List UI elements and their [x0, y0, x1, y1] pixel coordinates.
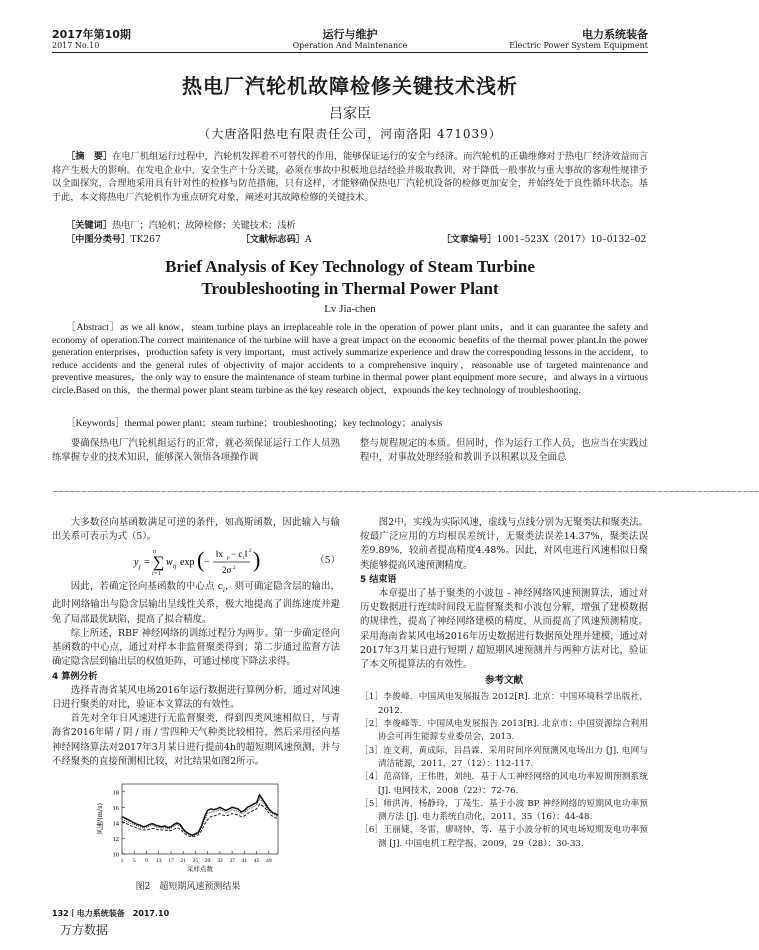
- keywords-cn: [52, 219, 648, 233]
- svg-text:n: n: [153, 549, 156, 556]
- x-tick-label: 41: [241, 858, 248, 864]
- reference-item: ［3］连文莉，黄成际，吕昌霖．采用时间序列预测风电场出力 [J]. 电网与清洁能源，2011，27（12）：112-117.: [360, 745, 648, 769]
- svg-text:=: =: [144, 557, 150, 569]
- abstract-cn-text: 在电厂机组运行过程中，汽轮机发挥着不可替代的作用，能够保证运行的安全与经济。而汽轮机的正确维修对于热电厂经济效益而言将产生极大的影响。在发电企业中，安全生产十分关键，必须在事故中积极地总结经验并吸取教训，对于降低一般事故与重大事故的客观性规律予以全面探究，合理地采用具有针对性的检修与防范措施，只有这样，才能够确保热电厂汽轮机设备的检修更加安全，并始终处于良性循环状态。基于此，本文将热电厂汽轮机作为重点研究对象，阐述对其故障检修的关键技术。: [52, 151, 649, 203]
- section-en: Operation And Maintenance: [292, 41, 408, 50]
- journal-cn: 电力系统装备: [582, 28, 648, 41]
- section-5-heading: 5 结束语: [360, 574, 397, 585]
- svg-text:j: j: [139, 564, 141, 571]
- x-tick-label: 49: [266, 858, 272, 864]
- equation-5-formula: [52, 544, 340, 580]
- doc-code-value: A: [305, 234, 312, 245]
- y-tick-label: 14: [112, 820, 119, 828]
- series-line-solid: [122, 795, 278, 835]
- affiliation-cn: （大唐洛阳热电有限责任公司，河南洛阳 471039）: [198, 127, 502, 141]
- x-tick-label: 25: [192, 858, 199, 864]
- left-p5: 首先对全年日风速进行无监督聚类，得到四类风速相似日，与青海省2016年晴 / 阴 / 雨 / 雪四种天气种类比较相符，然后采用径向基神经网络算法对2017年3月某日进行提前4h的超短期风速预测，并与不经聚类的直接预测相比较，对比结果如图2所示。: [52, 713, 340, 767]
- svg-text:i=1: i=1: [152, 571, 161, 578]
- x-tick-label: 17: [168, 858, 174, 864]
- reference-item: ［1］李俊峰．中国风电发展报告 2012[R]. 北京：中国环境科学出版社，2012.: [360, 692, 648, 716]
- reference-item: ［6］王丽婕，冬雷，廖晓钟，等．基于小波分析的风电场短期发电功率预测 [J]. 中国电机工程学报，2009，29（28）：30-33.: [360, 825, 648, 849]
- keywords-en-text: thermal power plant；steam turbine；troubleshooting；key technology；analysis: [124, 418, 443, 429]
- reference-item: ［2］李俊峰等．中国风电发展报告 2013[R]. 北京市：中国资源综合利用协会可再生能源专业委员会，2013.: [360, 719, 648, 743]
- left-p2-sub: i: [223, 587, 225, 595]
- abstract-cn: [52, 150, 648, 204]
- x-tick-label: 45: [253, 858, 260, 864]
- reference-item: ［4］范高锋，王伟胜，刘纯．基于人工神经网络的风电功率短期预测系统 [J]. 电网技术，2008（22）：72-76.: [360, 772, 648, 796]
- intro-right-column: [360, 437, 648, 465]
- issue-cn: 2017年第10期: [52, 28, 131, 41]
- keywords-cn-text: 热电厂；汽轮机；故障检修；关键技术；浅析: [111, 220, 296, 231]
- svg-text:i: i: [243, 556, 245, 562]
- keywords-en: [52, 418, 648, 431]
- x-tick-label: 1: [120, 858, 124, 864]
- reference-list: [360, 691, 648, 851]
- abstract-en: [52, 322, 648, 398]
- svg-text:− c: − c: [231, 549, 243, 560]
- svg-text:(: (: [197, 547, 205, 573]
- classification-line: [52, 233, 648, 247]
- y-tick-label: 18: [112, 789, 119, 797]
- left-p4: 选择青海省某风电场2016年运行数据进行算例分析，通过对风速日进行聚类的对比，验证本文算法的有效性。: [52, 684, 340, 710]
- svg-text:w: w: [166, 557, 173, 569]
- issue-en: 2017 No.10: [52, 41, 100, 50]
- header-rule: [52, 52, 648, 53]
- left-p2: [52, 580, 340, 626]
- x-tick-label: 13: [155, 858, 162, 864]
- left-p2-a: 因此，若确定径向基函数的中心点 c: [70, 581, 224, 593]
- author-en: Lv Jia-chen: [324, 303, 376, 315]
- svg-text:‖: ‖: [245, 549, 248, 560]
- right-p1: 图2中，实线为实际风速，虚线与点线分别为无聚类法和聚类法。按最广泛应用的方均根误差统计，无聚类法误差14.37%，聚类法误差9.89%，较前者提高精度4.48%。因此，对风电进行风速相似日聚类能够提高风速预测精度。: [360, 517, 648, 571]
- page-break-divider: ∽∽∽∽∽∽∽∽∽∽∽∽∽∽∽∽∽∽∽∽∽∽∽∽∽∽∽∽∽∽∽∽∽∽∽∽∽∽∽∽∽∽∽∽∽∽∽∽∽∽∽∽∽∽∽∽∽∽∽∽∽∽∽∽∽∽∽∽∽∽∽∽∽∽∽∽∽∽∽∽∽∽∽∽∽∽∽∽∽∽∽∽∽∽∽∽∽∽∽∽∽∽∽∽∽∽∽∽∽∽∽∽∽∽∽∽∽∽∽∽∽∽∽∽: [52, 487, 759, 496]
- reference-item: ［5］师洪涛，杨静玲，丁茂生．基于小波 BP 神经网络的短期风电功率预测方法 [J]. 电力系统自动化，2011，35（16）：44-48.: [360, 798, 648, 823]
- right-column: [360, 516, 648, 851]
- y-tick-label: 10: [112, 851, 119, 859]
- source-watermark: 万方数据: [60, 923, 109, 937]
- intro-left-text: 要确保热电厂汽轮机组运行的正常，就必须保证运行工作人员熟练掌握专业的技术知识，能够深入领悟各项操作调: [52, 438, 340, 463]
- section-cn: 运行与维护: [322, 28, 378, 41]
- references-title: 参考文献: [484, 675, 523, 687]
- intro-right-text: 整与规程规定的本质。但同时，作为运行工作人员，也应当在实践过程中，对事故处理经验和教训予以积累以及全面总: [360, 438, 648, 463]
- clc-value: TK267: [130, 234, 161, 245]
- svg-text:): ): [253, 547, 261, 573]
- series-line-dashed: [122, 804, 278, 837]
- x-tick-label: 33: [217, 858, 223, 864]
- doc-code-label: ［文献标志码］: [240, 234, 305, 245]
- svg-text:exp: exp: [180, 557, 195, 569]
- section-4-heading: 4 算例分析: [52, 671, 98, 682]
- left-column: [52, 516, 340, 769]
- left-p1: 大多数径向基函数满足可逆的条件，如高斯函数，因此输入与输出关系可表示为式（5）。: [52, 517, 340, 543]
- article-no-value: 1001–523X（2017）10–0132–02: [496, 234, 647, 245]
- title-cn: 热电厂汽轮机故障检修关键技术浅析: [182, 74, 518, 98]
- left-p3: 综上所述，RBF 神经网络的训练过程分为两步。第一步确定径向基函数的中心点，通过对样本非监督聚类得到；第二步通过监督方法确定隐含层到输出层的权值矩阵，可通过梯度下降法求得。: [52, 627, 340, 668]
- svg-text:−: −: [204, 557, 210, 569]
- svg-text:∑: ∑: [153, 554, 165, 572]
- clc-label: ［中图分类号］: [66, 234, 131, 245]
- left-p2-b: ，则可确定隐含层的输出，此时网络输出与隐含层输出呈线性关系，极大地提高了训练速度并避免了局部最优缺陷，提高了拟合精度。: [52, 581, 340, 625]
- abstract-en-text: as we all know，steam turbine plays an irreplaceable role in the operation of power plant units，and it can guarantee the safety and economy of operation.The correct maintenance of the turbine will have a great impact on the economic benefits of the thermal power plant.In the power generation enterprises，production safety is very important，must actively summarize experience and draw the corresponding lessons in the accident，to reduce accidents and the general rules of objectivity of major accidents to a comprehensive inquiry，reasonable use of targeted maintenance and preventive measures，the only way to ensure the maintenance of steam turbine in thermal power plant equipment more secure，and always in a virtuous circle.Based on this，the thermal power plant steam turbine as the key research object，expounds the key technology of troubleshooting.: [52, 322, 648, 396]
- svg-text:2σ: 2σ: [222, 565, 232, 576]
- title-en-line1: Brief Analysis of Key Technology of Steam Turbine: [165, 257, 535, 276]
- plot-frame: [122, 784, 278, 854]
- x-tick-label: 21: [180, 858, 186, 864]
- x-tick-label: 37: [229, 858, 235, 864]
- figure-2-chart: [88, 780, 288, 878]
- figure-2-caption: 图2 超短期风速预测结果: [135, 882, 241, 892]
- title-en-line2: Troubleshooting in Thermal Power Plant: [201, 279, 499, 298]
- page-footer: 132丨电力系统装备 2017.10: [52, 909, 170, 918]
- y-tick-label: 16: [112, 804, 119, 812]
- equation-5-number: （5）: [315, 555, 340, 567]
- right-p2: 本章提出了基于聚类的小波包 - 神经网络风速预测算法，通过对历史数据进行连续时间段无监督聚类和小波包分解，增强了建模数据的规律性，提高了神经网络建模的精度，从而提高了风速预测精度。采用海南省某风电场2016年历史数据进行数据预处理并建模，通过对2017年3月某日进行短期 / 超短期风速预测并与两种方法对比，验证了本文所提算法的有效性。: [360, 588, 648, 671]
- svg-text:2: 2: [233, 566, 236, 572]
- svg-text:‖x: ‖x: [216, 549, 224, 560]
- author-cn: 吕家臣: [329, 106, 371, 122]
- keywords-en-label: ［Keywords］: [66, 418, 125, 429]
- svg-text:y: y: [134, 557, 139, 569]
- article-no-label: ［文章编号］: [441, 234, 497, 245]
- abstract-en-label: ［Abstract］: [66, 322, 121, 333]
- x-tick-label: 29: [204, 858, 211, 864]
- svg-text:2: 2: [249, 549, 252, 555]
- journal-en: Electric Power System Equipment: [509, 41, 648, 50]
- y-tick-label: 12: [112, 835, 119, 843]
- svg-text:p: p: [227, 556, 230, 562]
- x-tick-label: 5: [132, 858, 136, 864]
- svg-text:ij: ij: [173, 564, 177, 571]
- x-axis-label: 采样点数: [187, 865, 213, 873]
- keywords-cn-label: ［关键词］: [66, 220, 112, 231]
- equation-5: [52, 544, 340, 580]
- abstract-cn-label: ［摘 要］: [66, 151, 113, 162]
- x-tick-label: 9: [145, 858, 148, 864]
- intro-left-column: [52, 437, 340, 465]
- y-axis-label: 风速/(m/s): [96, 803, 104, 835]
